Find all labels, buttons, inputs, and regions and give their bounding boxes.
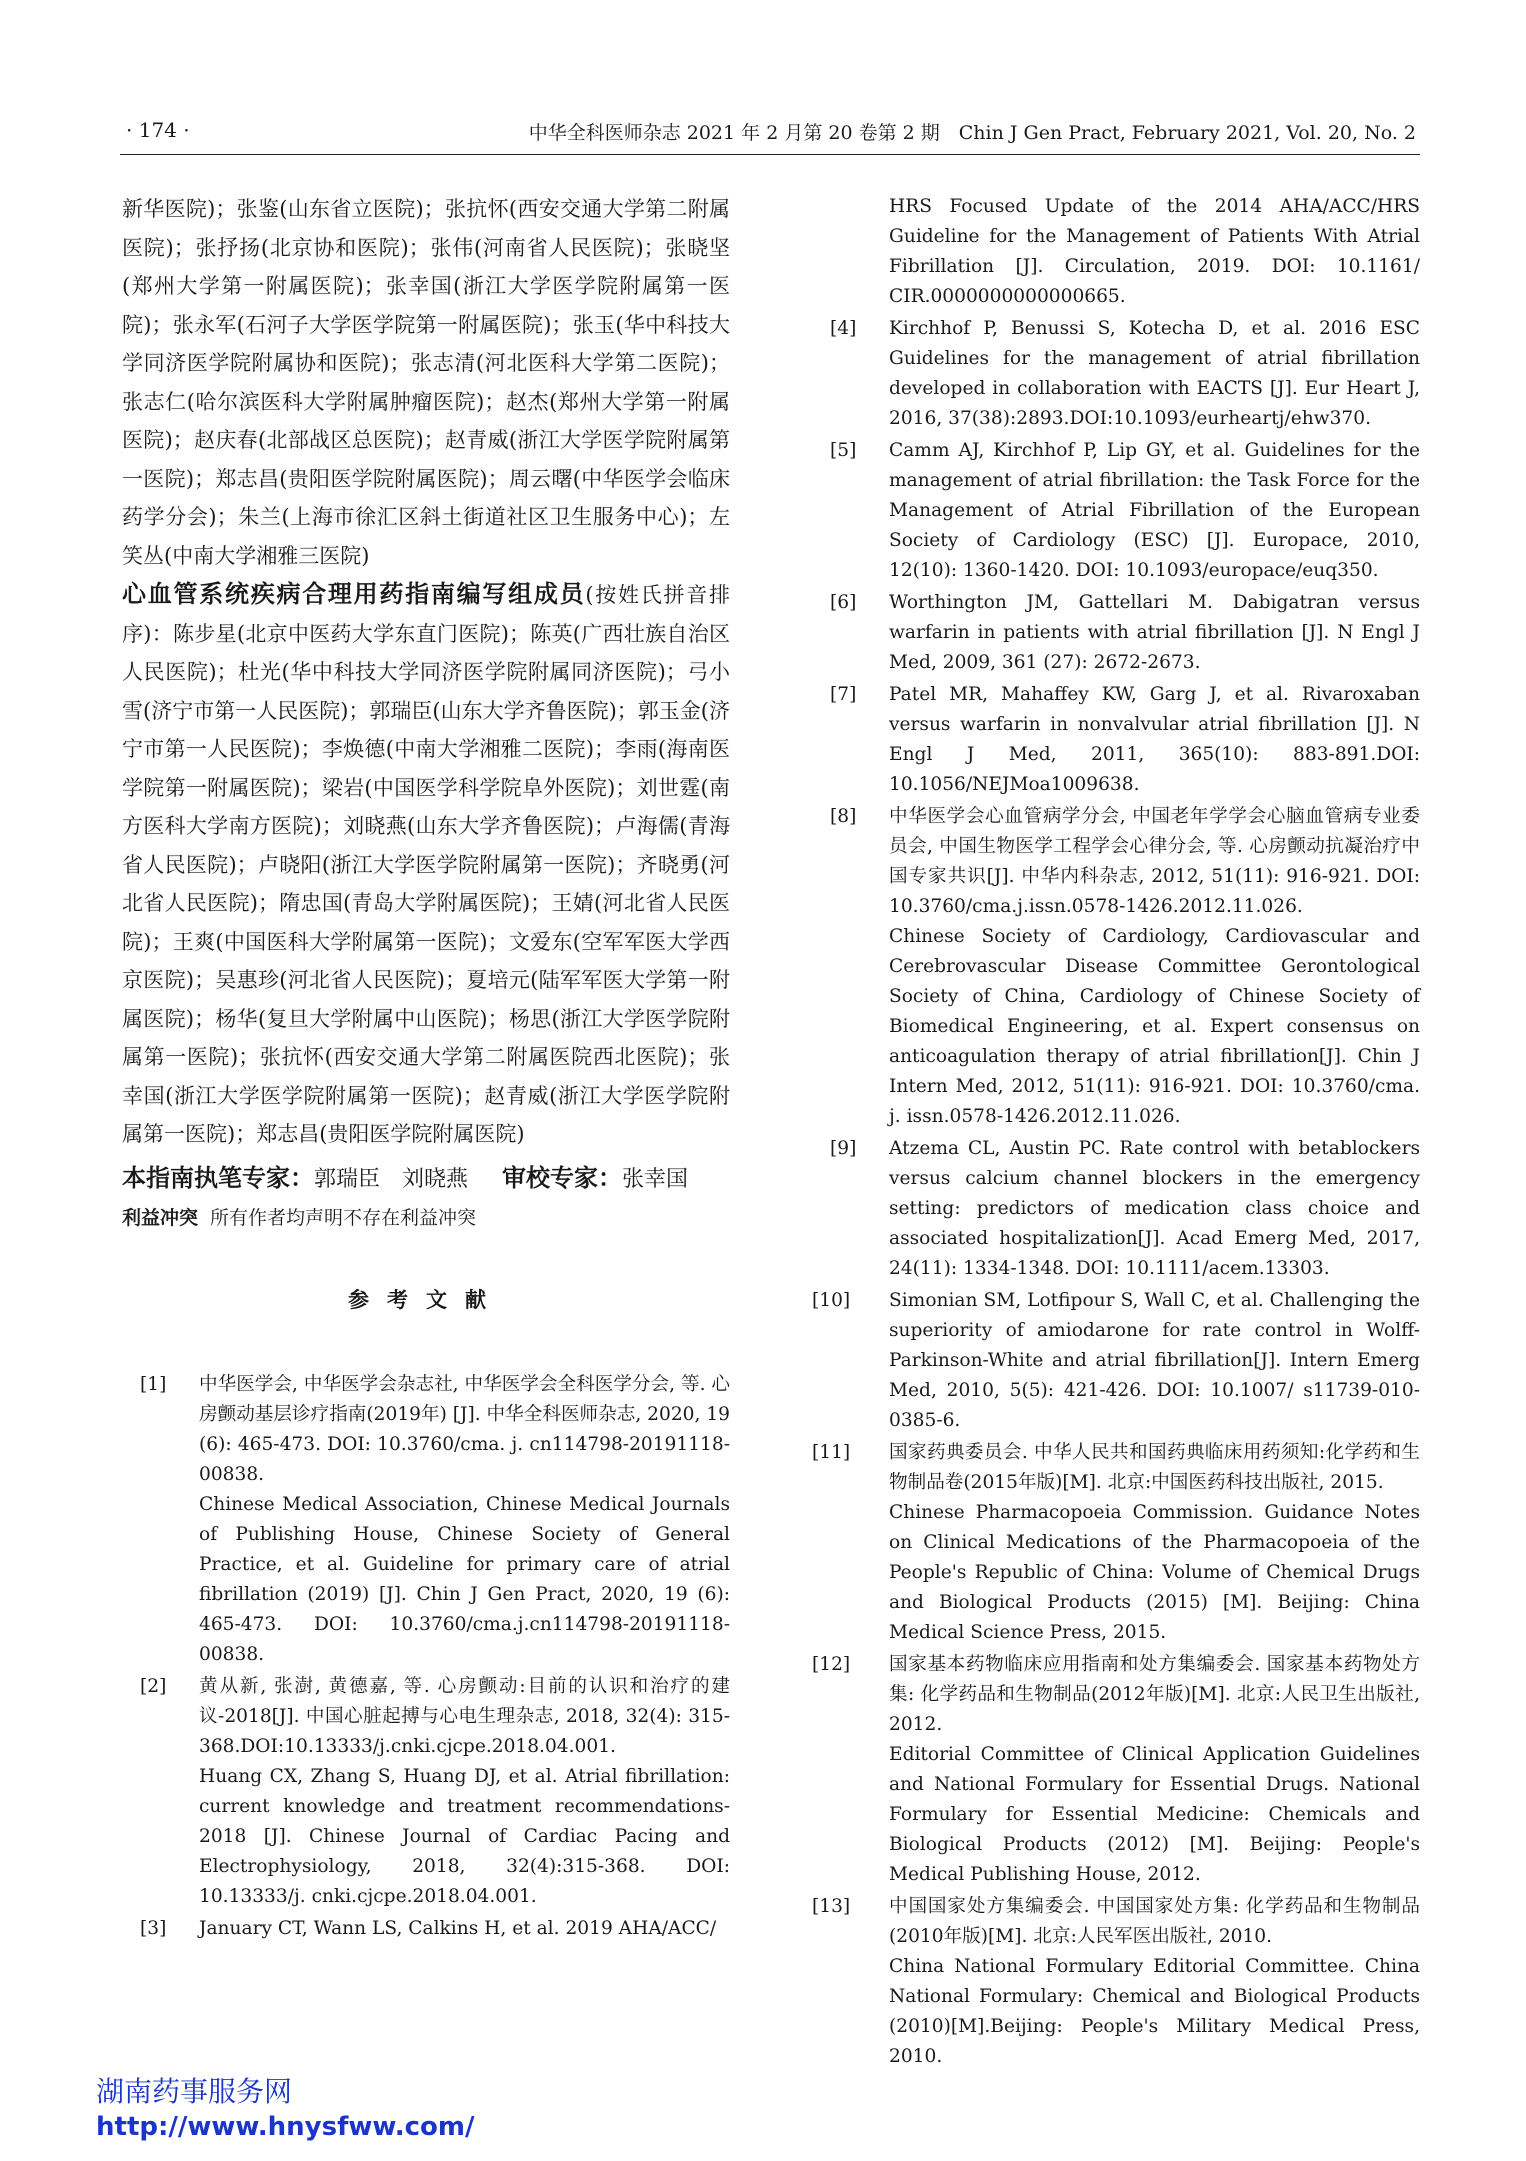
reference-text-en: Chinese Pharmacopoeia Commission. Guidance Notes on Clinical Medications of the Pharmacopoeia of the People's Republic of China: Volume of Chemical Drugs and Biological Products (2015) [M]. Beijing: China Medical Science Press, 2015. xyxy=(889,1502,1420,1643)
reference-number: [1] xyxy=(140,1373,167,1395)
reference-text-en: HRS Focused Update of the 2014 AHA/ACC/HRS Guideline for the Management of Patients With Atrial Fibrillation [J]. Circulation, 2019. DOI: 10.1161/ CIR.0000000000000665. xyxy=(889,196,1420,307)
footer-site-name: 湖南药事服务网 xyxy=(96,2075,293,2108)
authors-line xyxy=(122,1158,730,1200)
conflict-of-interest xyxy=(122,1200,730,1236)
member-list xyxy=(122,190,730,1154)
reference-item xyxy=(812,1134,1420,1284)
writing-experts-label: 本指南执笔专家： xyxy=(122,1163,314,1192)
page-header xyxy=(126,118,1416,152)
reference-item xyxy=(812,802,1420,1132)
references-heading: 参考文献 xyxy=(348,1287,504,1312)
conflict-label: 利益冲突 xyxy=(122,1206,199,1229)
reference-number: [12] xyxy=(812,1654,851,1675)
reference-item xyxy=(812,1892,1420,2072)
reference-item xyxy=(812,436,1420,586)
reference-text-en: Chinese Society of Cardiology, Cardiovascular and Cerebrovascular Disease Committee Gerontological Society of China, Cardiology of Chinese Society of Biomedical Engineering, et al. Expert consensus on anticoagulation therapy of atrial fibrillation[J]. Chin J Intern Med, 2012, 51(11): 916-921. DOI: 10.3760/cma. j. issn.0578-1426.2012.11.026. xyxy=(889,926,1420,1127)
reference-number: [7] xyxy=(830,684,857,705)
conflict-text: 所有作者均声明不存在利益冲突 xyxy=(210,1206,477,1229)
footer-url[interactable]: http://www.hnysfww.com/ xyxy=(96,2112,475,2142)
reference-number: [13] xyxy=(812,1896,851,1917)
header-rule xyxy=(120,154,1420,155)
reference-item xyxy=(122,1672,730,1912)
reference-item xyxy=(812,314,1420,434)
reference-number: [9] xyxy=(830,1138,857,1159)
reference-text-zh: 国家药典委员会. 中华人民共和国药典临床用药须知:化学药和生物制品卷(2015年版)[M]. 北京:中国医药科技出版社, 2015. xyxy=(889,1442,1420,1493)
review-experts-names: 张幸国 xyxy=(622,1166,689,1192)
reference-text-en: Simonian SM, Lotfipour S, Wall C, et al. Challenging the superiority of amiodarone for rate control in Wolff-Parkinson-White and atrial fibrillation[J]. Intern Emerg Med, 2010, 5(5): 421-426. DOI: 10.1007/ s11739-010-0385-6. xyxy=(889,1290,1420,1431)
reference-text-en: Patel MR, Mahaffey KW, Garg J, et al. Rivaroxaban versus warfarin in nonvalvular atrial fibrillation [J]. N Engl J Med, 2011, 365(10): 883-891.DOI: 10.1056/NEJMoa1009638. xyxy=(889,684,1420,795)
left-column xyxy=(122,190,730,1946)
footer-watermark xyxy=(96,2074,475,2144)
reference-text-zh: 中国国家处方集编委会. 中国国家处方集: 化学药品和生物制品(2010年版)[M]. 北京:人民军医出版社, 2010. xyxy=(889,1896,1420,1947)
reference-number: [6] xyxy=(830,592,857,613)
cardio-group-title: 心血管系统疾病合理用药指南编写组成员 xyxy=(122,580,586,608)
reference-text-en: China National Formulary Editorial Committee. China National Formulary: Chemical and Biological Products (2010)[M].Beijing: People's Military Medical Press, 2010. xyxy=(889,1956,1420,2067)
writing-experts-names: 郭瑞臣 刘晓燕 xyxy=(314,1166,469,1192)
review-experts-label: 审校专家： xyxy=(502,1163,623,1192)
page-number: · 174 · xyxy=(126,118,190,142)
reference-text-en: Camm AJ, Kirchhof P, Lip GY, et al. Guidelines for the management of atrial fibrillation: the Task Force for the Management of Atrial Fibrillation of the European Society of Cardiology (ESC) [J]. Europace, 2010, 12(10): 1360-1420. DOI: 10.1093/europace/euq350. xyxy=(889,440,1420,581)
reference-text-zh: 中华医学会心血管病学分会, 中国老年学学会心脑血管病专业委员会, 中国生物医学工程学会心律分会, 等. 心房颤动抗凝治疗中国专家共识[J]. 中华内科杂志, 2012, 51(11): 916-921. DOI: 10.3760/cma.j.issn.0578-1426.2012.11.026. xyxy=(889,806,1420,917)
reference-text-zh: 中华医学会, 中华医学会杂志社, 中华医学会全科医学分会, 等. 心房颤动基层诊疗指南(2019年) [J]. 中华全科医师杂志, 2020, 19 (6): 465-473. DOI: 10.3760/cma. j. cn114798-20191118-00838. xyxy=(199,1373,730,1485)
reference-text-en: January CT, Wann LS, Calkins H, et al. 2019 AHA/ACC/ xyxy=(199,1917,717,1939)
cardio-group-members: (按姓氏拼音排序)：陈步星(北京中医药大学东直门医院)；陈英(广西壮族自治区人民医院)；杜光(华中科技大学同济医学院附属同济医院)；弓小雪(济宁市第一人民医院)；郭瑞臣(山东大学齐鲁医院)；郭玉金(济宁市第一人民医院)；李焕德(中南大学湘雅二医院)；李雨(海南医学院第一附属医院)；梁岩(中国医学科学院阜外医院)；刘世霆(南方医科大学南方医院)；刘晓燕(山东大学齐鲁医院)；卢海儒(青海省人民医院)；卢晓阳(浙江大学医学院附属第一医院)；齐晓勇(河北省人民医院)；隋忠国(青岛大学附属医院)；王婧(河北省人民医院)；王爽(中国医科大学附属第一医院)；文爱东(空军军医大学西京医院)；吴惠珍(河北省人民医院)；夏培元(陆军军医大学第一附属医院)；杨华(复旦大学附属中山医院)；杨思(浙江大学医学院附属第一医院)；张抗怀(西安交通大学第二附属医院西北医院)；张幸国(浙江大学医学院附属第一医院)；赵青威(浙江大学医学院附属第一医院)；郑志昌(贵阳医学院附属医院) xyxy=(122,583,731,1146)
reference-number: [2] xyxy=(140,1675,167,1697)
reference-text-en: Kirchhof P, Benussi S, Kotecha D, et al. 2016 ESC Guidelines for the management of atrial fibrillation developed in collaboration with EACTS [J]. Eur Heart J, 2016, 37(38):2893.DOI:10.1093/eurheartj/ehw370. xyxy=(889,318,1420,429)
reference-number: [4] xyxy=(830,318,857,339)
reference-item xyxy=(812,192,1420,312)
reference-item xyxy=(122,1914,730,1944)
reference-item xyxy=(122,1370,730,1670)
reference-item xyxy=(812,1438,1420,1648)
reference-number: [5] xyxy=(830,440,857,461)
reference-text-zh: 国家基本药物临床应用指南和处方集编委会. 国家基本药物处方集: 化学药品和生物制品(2012年版)[M]. 北京:人民卫生出版社, 2012. xyxy=(889,1654,1420,1735)
reference-text-en: Huang CX, Zhang S, Huang DJ, et al. Atrial fibrillation: current knowledge and treatment recommendations-2018 [J]. Chinese Journal of Cardiac Pacing and Electrophysiology, 2018, 32(4):315-368. DOI: 10.13333/j. cnki.cjcpe.2018.04.001. xyxy=(199,1765,730,1907)
cardio-group-paragraph xyxy=(122,575,730,1154)
reference-text-en: Atzema CL, Austin PC. Rate control with betablockers versus calcium channel blockers in the emergency setting: predictors of medication class choice and associated hospitalization[J]. Acad Emerg Med, 2017, 24(11): 1334-1348. DOI: 10.1111/acem.13303. xyxy=(889,1138,1420,1279)
reference-number: [10] xyxy=(812,1290,851,1311)
reference-text-en: Worthington JM, Gattellari M. Dabigatran versus warfarin in patients with atrial fibrillation [J]. N Engl J Med, 2009, 361 (27): 2672-2673. xyxy=(889,592,1420,673)
reference-item xyxy=(812,1650,1420,1890)
reference-text-zh: 黄从新, 张澍, 黄德嘉, 等. 心房颤动:目前的认识和治疗的建议-2018[J]. 中国心脏起搏与心电生理杂志, 2018, 32(4): 315-368.DOI:10.13333/j.cnki.cjcpe.2018.04.001. xyxy=(199,1675,730,1757)
references-right xyxy=(812,192,1420,2072)
right-column xyxy=(812,192,1420,2074)
reference-number: [11] xyxy=(812,1442,851,1463)
journal-running-title: 中华全科医师杂志 2021 年 2 月第 20 卷第 2 期 Chin J Gen Pract, February 2021, Vol. 20, No. 2 xyxy=(528,122,1416,144)
reference-text-en: Chinese Medical Association, Chinese Medical Journals of Publishing House, Chinese Society of General Practice, et al. Guideline for primary care of atrial fibrillation (2019) [J]. Chin J Gen Pract, 2020, 19 (6): 465-473. DOI: 10.3760/cma.j.cn114798-20191118-00838. xyxy=(199,1493,730,1665)
reference-number: [8] xyxy=(830,806,857,827)
references-left xyxy=(122,1370,730,1944)
reference-text-en: Editorial Committee of Clinical Application Guidelines and National Formulary for Essential Drugs. National Formulary for Essential Medicine: Chemicals and Biological Products (2012) [M]. Beijing: People's Medical Publishing House, 2012. xyxy=(889,1744,1420,1885)
reference-item xyxy=(812,1286,1420,1436)
member-list-continued: 新华医院)；张鉴(山东省立医院)；张抗怀(西安交通大学第二附属医院)；张抒扬(北京协和医院)；张伟(河南省人民医院)；张晓坚(郑州大学第一附属医院)；张幸国(浙江大学医学院附属第一医院)；张永军(石河子大学医学院第一附属医院)；张玉(华中科技大学同济医学院附属协和医院)；张志清(河北医科大学第二医院)；张志仁(哈尔滨医科大学附属肿瘤医院)；赵杰(郑州大学第一附属医院)；赵庆春(北部战区总医院)；赵青威(浙江大学医学院附属第一医院)；郑志昌(贵阳医学院附属医院)；周云曙(中华医学会临床药学分会)；朱兰(上海市徐汇区斜土街道社区卫生服务中心)；左笑丛(中南大学湘雅三医院) xyxy=(122,197,730,568)
reference-item xyxy=(812,680,1420,800)
reference-number: [3] xyxy=(140,1917,167,1939)
reference-item xyxy=(812,588,1420,678)
